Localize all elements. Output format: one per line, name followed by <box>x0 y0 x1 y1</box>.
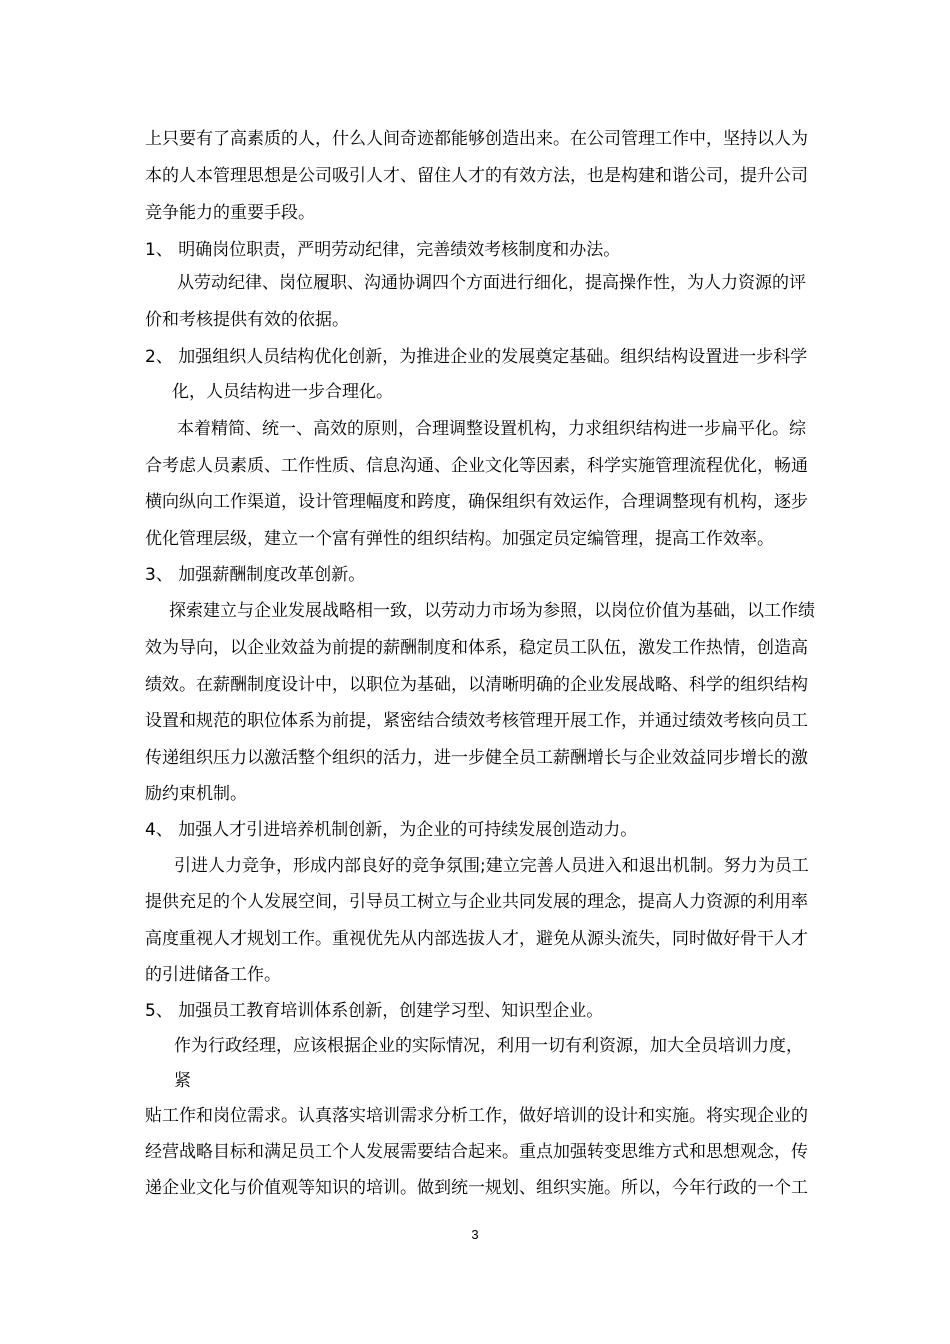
numbered-heading-line: 5、 加强员工教育培训体系创新，创建学习型、知识型企业。 <box>145 1001 604 1021</box>
page-number: 3 <box>471 1227 479 1242</box>
body-text-line: 效为导向，以企业效益为前提的薪酬制度和体系，稳定员工队伍，激发工作热情，创造高 <box>145 638 808 658</box>
numbered-heading-line: 化，人员结构进一步合理化。 <box>172 382 393 402</box>
numbered-heading-line: 4、 加强人才引进培养机制创新，为企业的可持续发展创造动力。 <box>145 820 638 840</box>
numbered-heading-line: 2、 加强组织人员结构优化创新，为推进企业的发展奠定基础。组织结构设置进一步科学 <box>145 347 808 367</box>
body-text-line: 引进人力竞争，形成内部良好的竞争氛围;建立完善人员进入和退出机制。努力为员工 <box>174 856 809 876</box>
body-text-line: 设置和规范的职位体系为前提，紧密结合绩效考核管理开展工作，并通过绩效考核向员工 <box>145 711 808 731</box>
body-text-line: 励约束机制。 <box>145 784 247 804</box>
body-text-line: 横向纵向工作渠道，设计管理幅度和跨度，确保组织有效运作，合理调整现有机构，逐步 <box>145 492 808 512</box>
body-text-line: 绩效。在薪酬制度设计中，以职位为基础，以清晰明确的企业发展战略、科学的组织结构 <box>145 675 808 695</box>
body-text-line: 经营战略目标和满足员工个人发展需要结合起来。重点加强转变思维方式和思想观念，传 <box>145 1142 808 1162</box>
body-text-line: 提供充足的个人发展空间，引导员工树立与企业共同发展的理念，提高人力资源的利用率 <box>145 892 808 912</box>
numbered-heading-line: 3、 加强薪酬制度改革创新。 <box>145 565 366 585</box>
body-text-line: 高度重视人才规划工作。重视优先从内部选拔人才，避免从源头流失，同时做好骨干人才 <box>145 929 808 949</box>
body-text-line: 的引进储备工作。 <box>145 965 281 985</box>
body-text-line: 优化管理层级，建立一个富有弹性的组织结构。加强定员定编管理，提高工作效率。 <box>145 529 774 549</box>
body-text-line: 本着精简、统一、高效的原则，合理调整设置机构，力求组织结构进一步扁平化。综 <box>177 419 806 439</box>
body-text-line: 本的人本管理思想是公司吸引人才、留住人才的有效方法，也是构建和谐公司，提升公司 <box>145 166 808 186</box>
body-text-line: 递企业文化与价值观等知识的培训。做到统一规划、组织实施。所以，今年行政的一个工 <box>145 1178 808 1198</box>
body-text-line: 探索建立与企业发展战略相一致，以劳动力市场为参照，以岗位价值为基础，以工作绩 <box>169 601 815 621</box>
body-text-line: 贴工作和岗位需求。认真落实培训需求分析工作，做好培训的设计和实施。将实现企业的 <box>145 1106 808 1126</box>
body-text-line: 紧 <box>174 1071 191 1091</box>
body-text-line: 上只要有了高素质的人，什么人间奇迹都能够创造出来。在公司管理工作中，坚持以人为 <box>145 129 808 149</box>
body-text-line: 价和考核提供有效的依据。 <box>145 310 349 330</box>
body-text-line: 合考虑人员素质、工作性质、信息沟通、企业文化等因素，科学实施管理流程优化，畅通 <box>145 456 808 476</box>
body-text-line: 传递组织压力以激活整个组织的活力，进一步健全员工薪酬增长与企业效益同步增长的激 <box>145 748 808 768</box>
body-text-line: 从劳动纪律、岗位履职、沟通协调四个方面进行细化，提高操作性，为人力资源的评 <box>177 273 806 293</box>
numbered-heading-line: 1、 明确岗位职责，严明劳动纪律，完善绩效考核制度和办法。 <box>145 240 621 260</box>
body-text-line: 作为行政经理，应该根据企业的实际情况，利用一切有利资源，加大全员培训力度， <box>174 1036 803 1056</box>
body-text-line: 竞争能力的重要手段。 <box>145 203 315 223</box>
